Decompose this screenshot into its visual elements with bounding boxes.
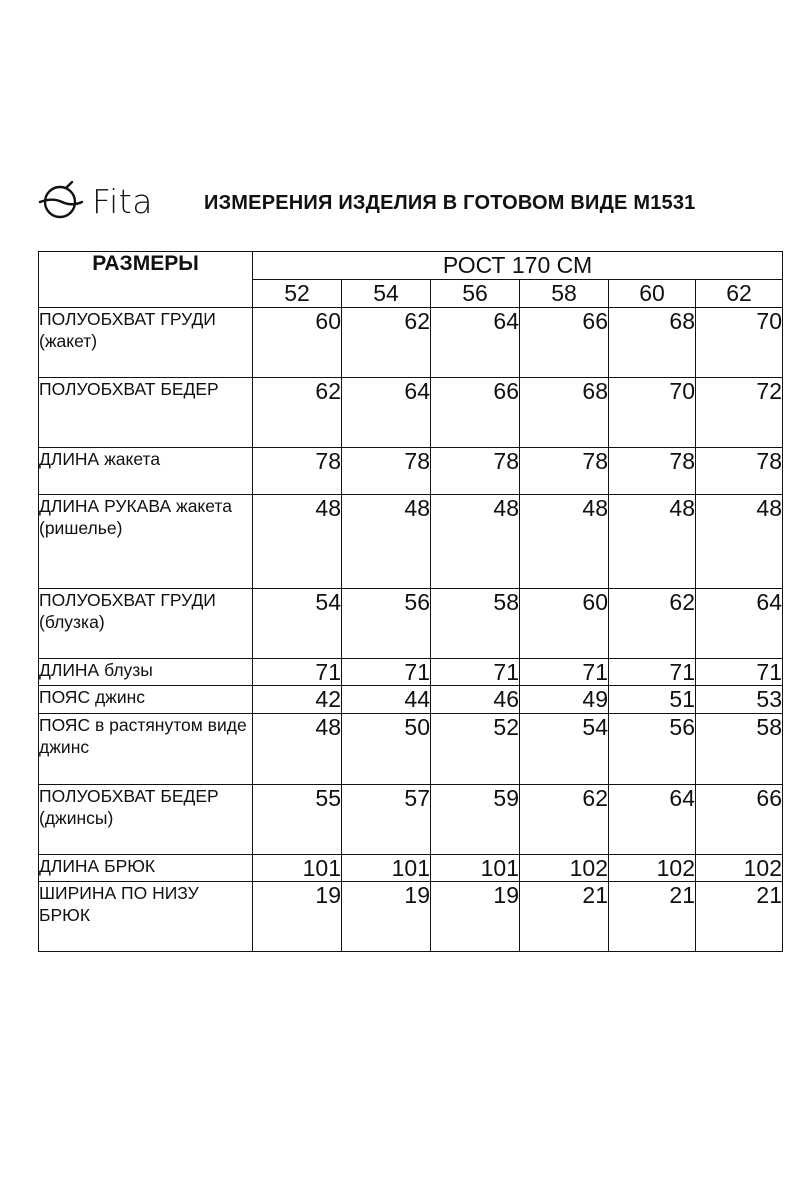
table-row	[39, 714, 783, 785]
table-row	[39, 589, 783, 659]
measurement-value: 48	[696, 495, 783, 589]
measurement-label: ПОЛУОБХВАТ БЕДЕР (джинсы)	[39, 785, 253, 855]
table-row	[39, 686, 783, 714]
measurement-value: 57	[342, 785, 431, 855]
measurement-value: 101	[342, 855, 431, 882]
measurement-value: 71	[431, 659, 520, 686]
measurement-value: 21	[696, 882, 783, 952]
measurement-value: 101	[253, 855, 342, 882]
document-title: ИЗМЕРЕНИЯ ИЗДЕЛИЯ В ГОТОВОМ ВИДЕ М1531	[204, 192, 696, 214]
measurement-value: 66	[431, 378, 520, 448]
measurement-value: 101	[431, 855, 520, 882]
measurement-value: 71	[520, 659, 609, 686]
measurement-value: 66	[696, 785, 783, 855]
measurement-label: ПОЛУОБХВАТ БЕДЕР	[39, 378, 253, 448]
measurement-value: 55	[253, 785, 342, 855]
measurement-label: ПОЛУОБХВАТ ГРУДИ (блузка)	[39, 589, 253, 659]
measurement-value: 68	[520, 378, 609, 448]
table-row	[39, 882, 783, 952]
measurement-value: 102	[520, 855, 609, 882]
measurement-value: 53	[696, 686, 783, 714]
table-row	[39, 308, 783, 378]
measurement-value: 102	[696, 855, 783, 882]
measurement-value: 21	[609, 882, 696, 952]
measurement-value: 52	[431, 714, 520, 785]
brand-logo	[38, 178, 153, 224]
measurement-value: 19	[431, 882, 520, 952]
measurement-value: 62	[342, 308, 431, 378]
header	[38, 178, 768, 228]
measurement-value: 58	[431, 589, 520, 659]
measurement-value: 78	[696, 448, 783, 495]
measurement-value: 21	[520, 882, 609, 952]
measurement-value: 48	[520, 495, 609, 589]
measurement-value: 62	[609, 589, 696, 659]
measurement-value: 48	[253, 495, 342, 589]
measurement-value: 64	[431, 308, 520, 378]
measurement-value: 49	[520, 686, 609, 714]
measurement-value: 64	[609, 785, 696, 855]
measurement-label: ДЛИНА жакета	[39, 448, 253, 495]
table-row	[39, 378, 783, 448]
table-row	[39, 448, 783, 495]
measurement-label: ДЛИНА БРЮК	[39, 855, 253, 882]
table-row	[39, 855, 783, 882]
measurement-value: 70	[696, 308, 783, 378]
measurement-value: 58	[696, 714, 783, 785]
measurement-value: 102	[609, 855, 696, 882]
measurement-value: 64	[342, 378, 431, 448]
measurement-value: 72	[696, 378, 783, 448]
brand-name: Fita	[92, 181, 153, 221]
measurement-value: 44	[342, 686, 431, 714]
measurement-value: 59	[431, 785, 520, 855]
measurement-value: 48	[342, 495, 431, 589]
table-row	[39, 785, 783, 855]
table-row	[39, 659, 783, 686]
table-row	[39, 495, 783, 589]
measurement-value: 78	[431, 448, 520, 495]
measurement-value: 19	[342, 882, 431, 952]
size-table	[38, 251, 783, 952]
measurement-value: 71	[696, 659, 783, 686]
measurement-value: 78	[520, 448, 609, 495]
measurement-value: 56	[609, 714, 696, 785]
measurement-label: ШИРИНА ПО НИЗУ БРЮК	[39, 882, 253, 952]
measurement-value: 78	[253, 448, 342, 495]
measurement-value: 70	[609, 378, 696, 448]
fita-logo-icon	[38, 181, 84, 221]
measurement-value: 48	[609, 495, 696, 589]
measurement-value: 46	[431, 686, 520, 714]
measurement-value: 60	[520, 589, 609, 659]
size-column-header: 58	[520, 280, 609, 308]
measurement-label: ПОЯС джинс	[39, 686, 253, 714]
measurement-value: 50	[342, 714, 431, 785]
size-column-header: 54	[342, 280, 431, 308]
size-column-header: 52	[253, 280, 342, 308]
size-column-header: 62	[696, 280, 783, 308]
measurement-label: ДЛИНА блузы	[39, 659, 253, 686]
measurement-value: 66	[520, 308, 609, 378]
measurement-value: 64	[696, 589, 783, 659]
measurement-label: ПОЯС в растянутом виде джинс	[39, 714, 253, 785]
measurement-value: 78	[342, 448, 431, 495]
size-column-header: 60	[609, 280, 696, 308]
measurement-value: 71	[253, 659, 342, 686]
measurement-label: ПОЛУОБХВАТ ГРУДИ (жакет)	[39, 308, 253, 378]
measurement-value: 62	[520, 785, 609, 855]
height-header: РОСТ 170 СМ	[253, 252, 783, 280]
measurement-value: 60	[253, 308, 342, 378]
measurement-value: 68	[609, 308, 696, 378]
measurement-label: ДЛИНА РУКАВА жакета (ришелье)	[39, 495, 253, 589]
measurement-value: 54	[520, 714, 609, 785]
measurement-value: 71	[342, 659, 431, 686]
measurement-value: 42	[253, 686, 342, 714]
measurement-value: 71	[609, 659, 696, 686]
size-column-header: 56	[431, 280, 520, 308]
measurement-value: 19	[253, 882, 342, 952]
measurement-value: 48	[253, 714, 342, 785]
measurement-value: 54	[253, 589, 342, 659]
measurement-value: 48	[431, 495, 520, 589]
measurement-value: 78	[609, 448, 696, 495]
measurement-value: 62	[253, 378, 342, 448]
measurement-value: 56	[342, 589, 431, 659]
sizes-header: РАЗМЕРЫ	[39, 252, 253, 308]
measurement-value: 51	[609, 686, 696, 714]
